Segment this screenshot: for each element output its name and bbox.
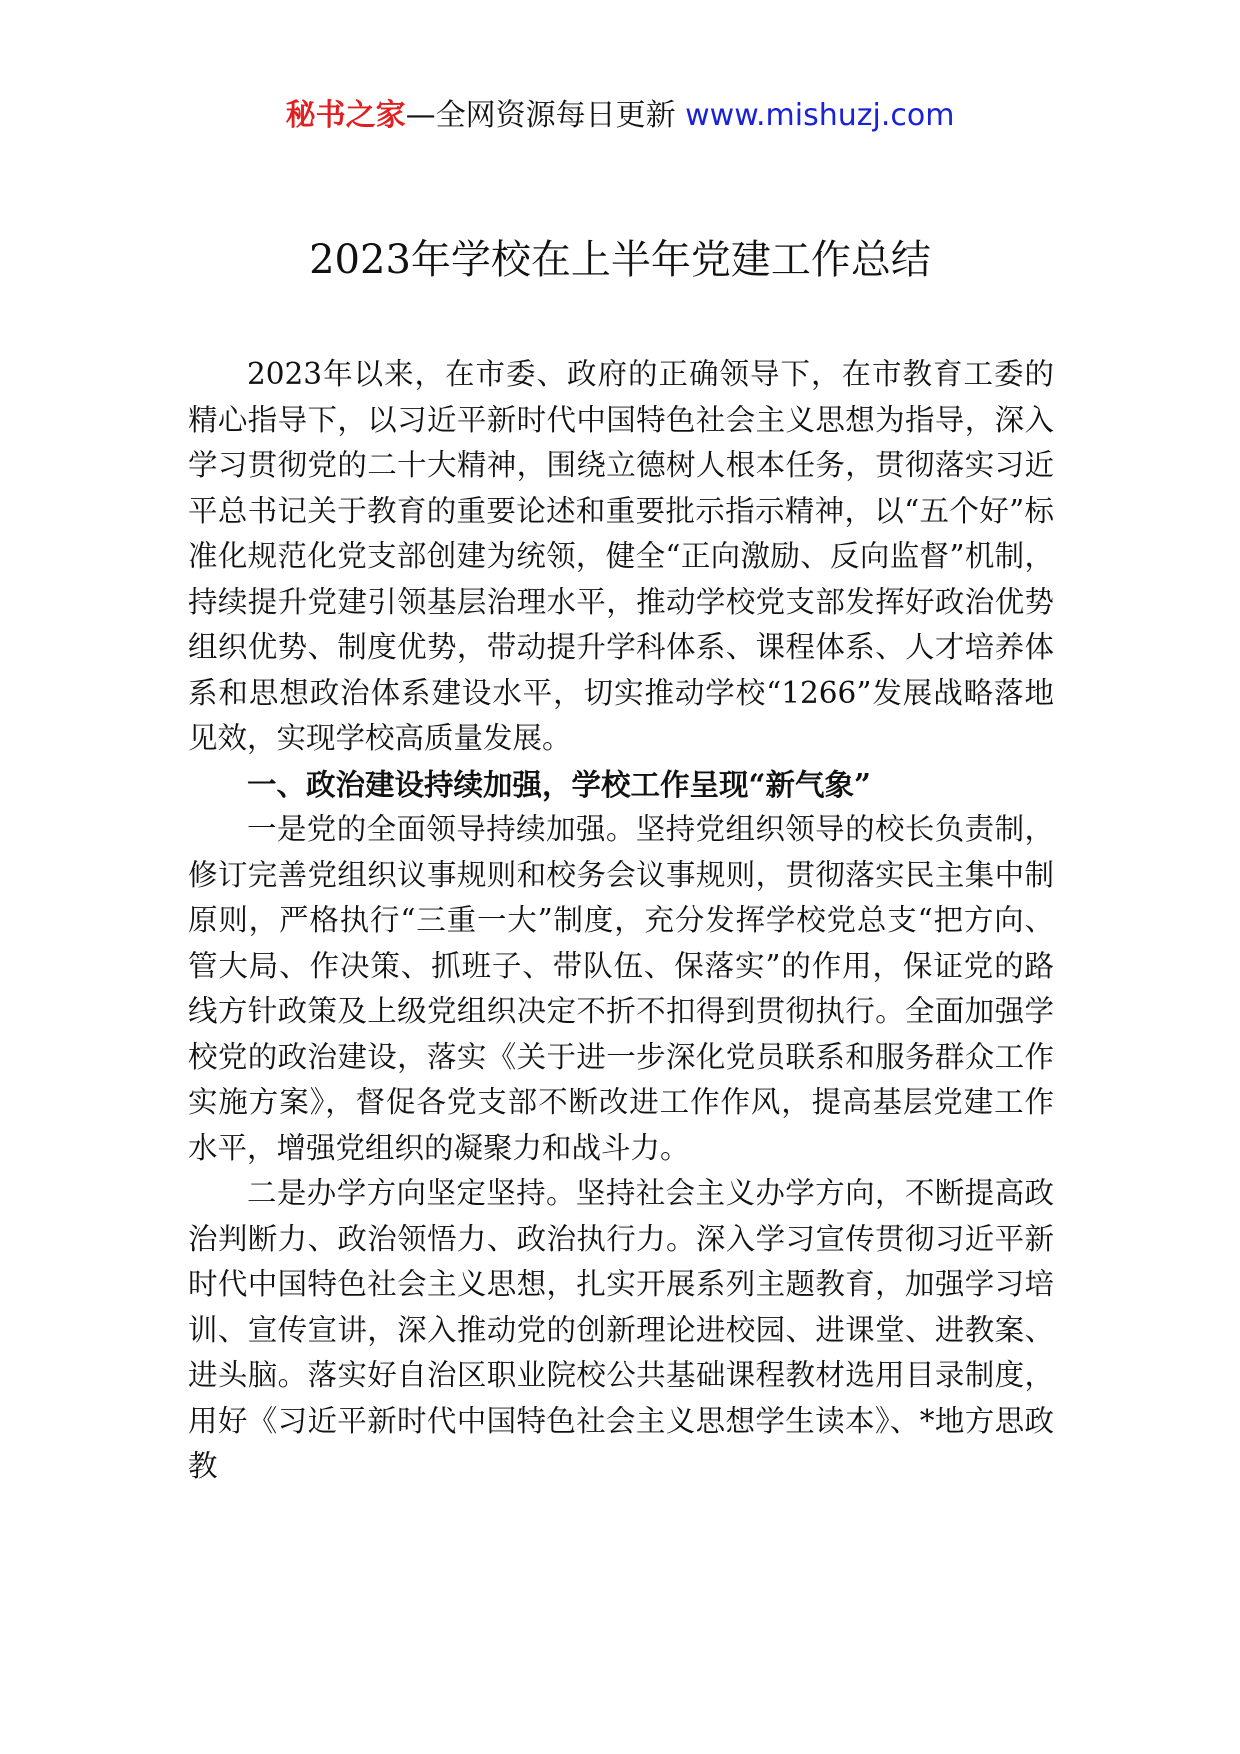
site-brand: 秘书之家: [285, 98, 406, 133]
site-tagline: —全网资源每日更新: [405, 98, 686, 133]
intro-paragraph: 2023年以来，在市委、政府的正确领导下，在市教育工委的精心指导下，以习近平新时代中国特色社会主义思想为指导，深入学习贯彻党的二十大精神，围绕立德树人根本任务，贯彻落实习近平总书记关于教育的重要论述和重要批示指示精神，以“五个好”标准化规范化党支部创建为统领，健全“正向激励、反向监督”机制，持续提升党建引领基层治理水平，推动学校党支部发挥好政治优势组织优势、制度优势，带动提升学科体系、课程体系、人才培养体系和思想政治体系建设水平，切实推动学校“1266”发展战略落地见效，实现学校高质量发展。: [188, 357, 1054, 755]
site-url-link[interactable]: www.mishuzj.com: [685, 98, 955, 133]
body-paragraph: 二是办学方向坚定坚持。坚持社会主义办学方向，不断提高政治判断力、政治领悟力、政治执行力。深入学习宣传贯彻习近平新时代中国特色社会主义思想，扎实开展系列主题教育，加强学习培训、宣传宣讲，深入推动党的创新理论进校园、进课堂、进教案、进头脑。落实好自治区职业院校公共基础课程教材选用目录制度，用好《习近平新时代中国特色社会主义思想学生读本》、*地方思政教: [188, 1176, 1054, 1483]
body-paragraph: 一是党的全面领导持续加强。坚持党组织领导的校长负责制，修订完善党组织议事规则和校务会议事规则，贯彻落实民主集中制原则，严格执行“三重一大”制度，充分发挥学校党总支“把方向、管大局、作决策、抓班子、带队伍、保落实”的作用，保证党的路线方针政策及上级党组织决定不折不扣得到贯彻执行。全面加强学校党的政治建设，落实《关于进一步深化党员联系和服务群众工作实施方案》，督促各党支部不断改进工作作风，提高基层党建工作水平，增强党组织的凝聚力和战斗力。: [188, 812, 1054, 1165]
document-title: 2023年学校在上半年党建工作总结: [309, 237, 931, 283]
site-header: [0, 96, 1240, 136]
section-heading: 一、政治建设持续加强，学校工作呈现“新气象”: [247, 766, 871, 802]
document-body: [188, 352, 1054, 1490]
